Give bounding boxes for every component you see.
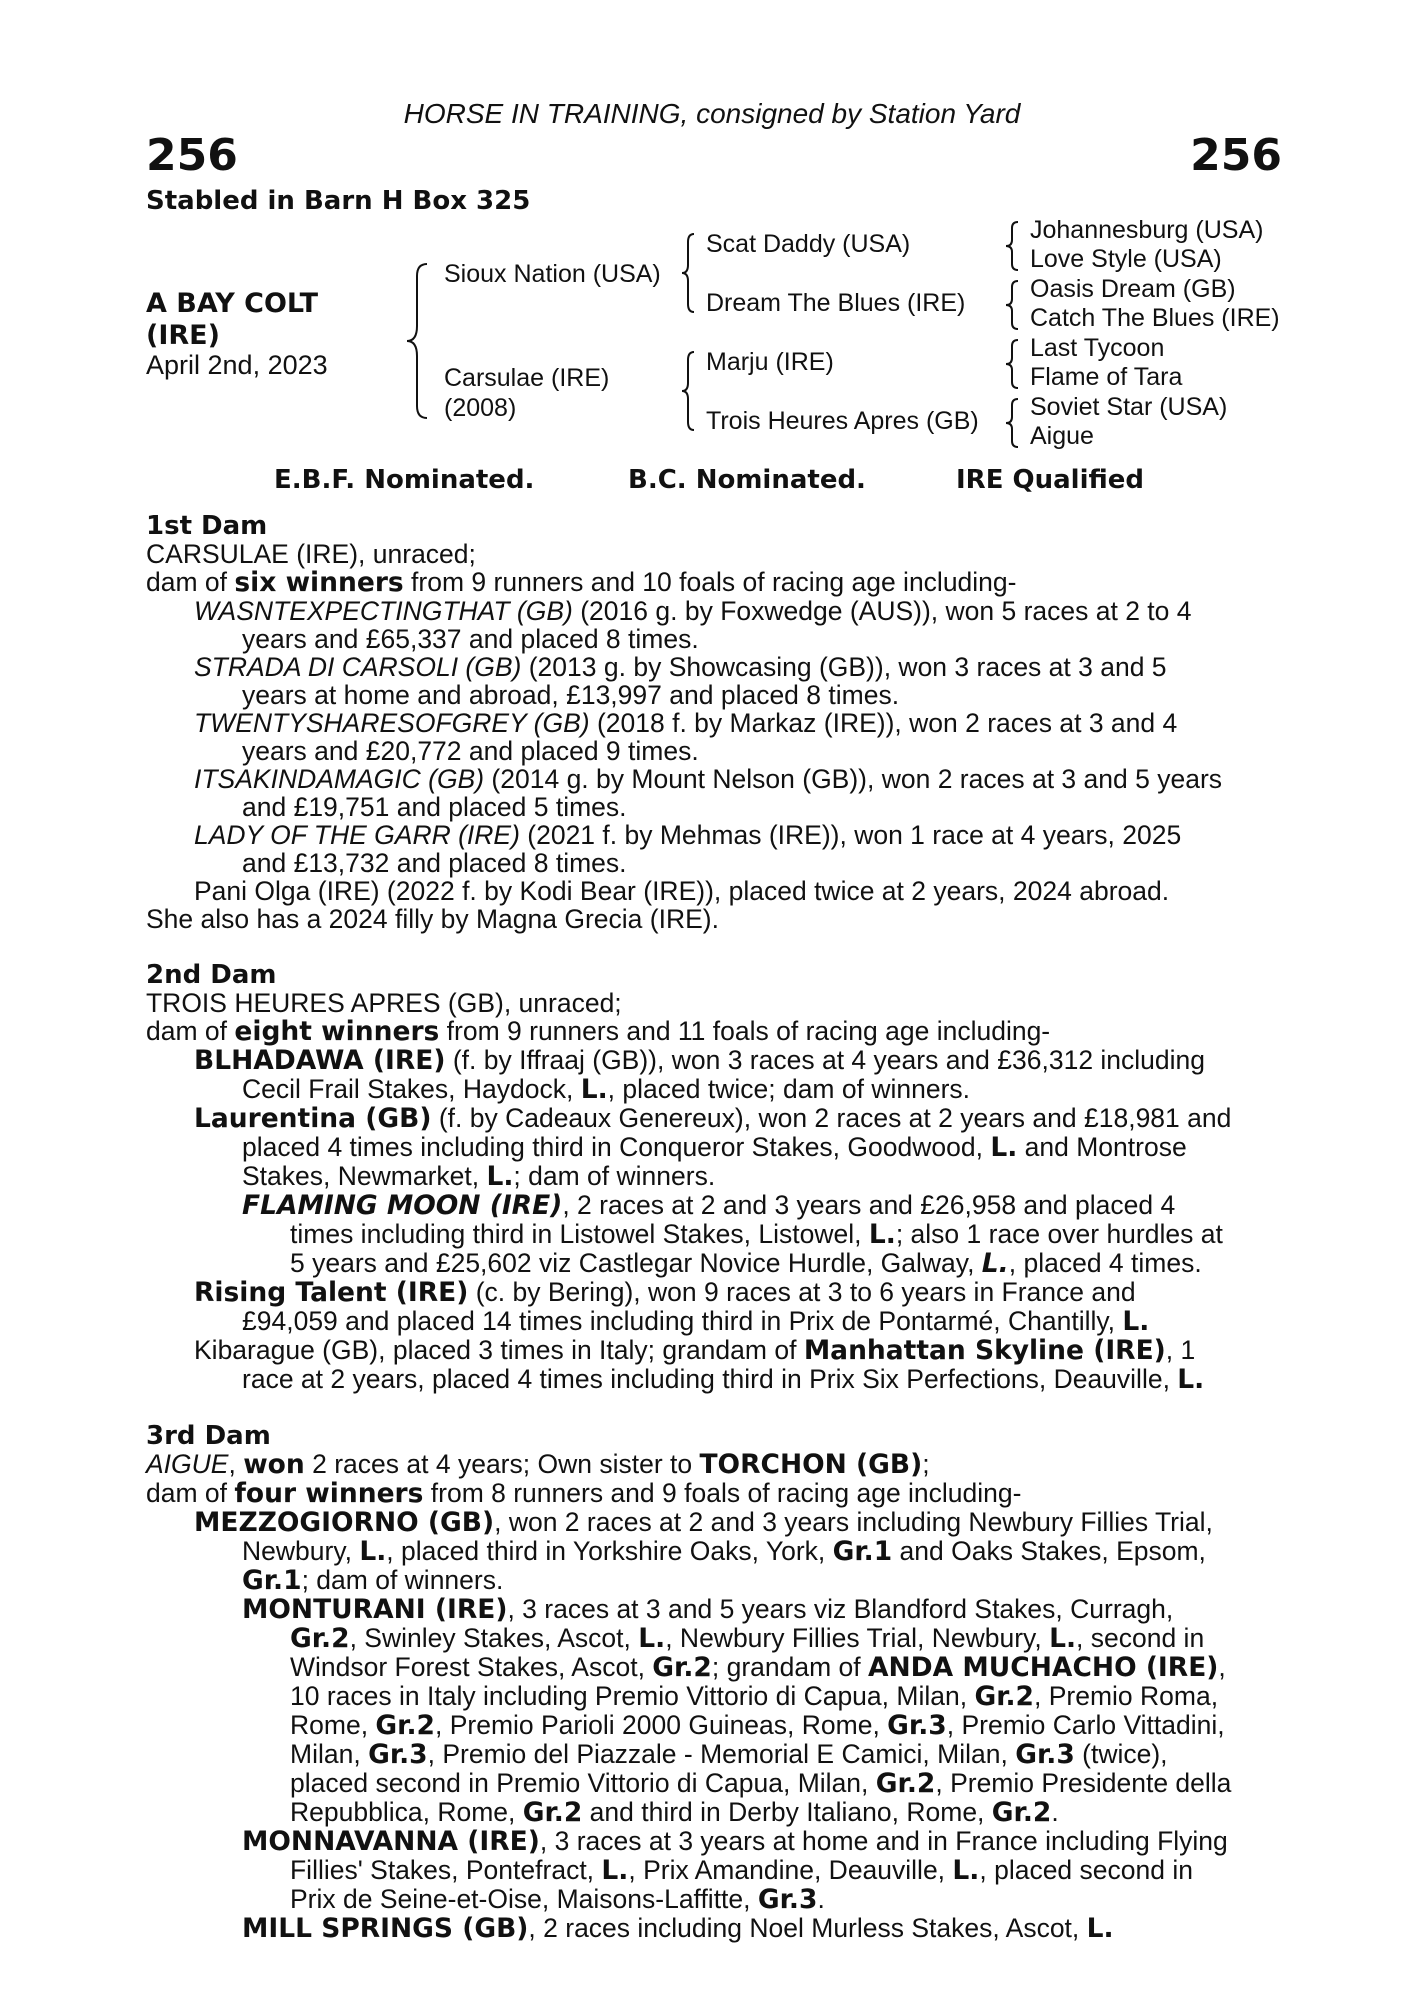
- second-dam-heading: 2nd Dam: [146, 960, 277, 990]
- produce-entry-cont: Gr.1; dam of winners.: [242, 1565, 504, 1596]
- third-dam-heading: 3rd Dam: [146, 1421, 271, 1451]
- second-dam-section: [146, 961, 1286, 1394]
- pedigree-dam-line2: (2008): [444, 394, 517, 422]
- pedigree-g2: Love Style (USA): [1030, 245, 1222, 273]
- second-dam-produce-summary: dam of eight winners from 9 runners and 11 foals of racing age including-: [146, 1016, 1051, 1047]
- produce-entry-cont: Newbury, L., placed third in Yorkshire Oaks, York, Gr.1 and Oaks Stakes, Epsom,: [242, 1536, 1206, 1567]
- produce-entry-cont: years at home and abroad, £13,997 and placed 8 times.: [242, 680, 900, 710]
- produce-sub-entry-cont: Gr.2, Swinley Stakes, Ascot, L., Newbury Fillies Trial, Newbury, L., second in: [290, 1623, 1205, 1654]
- produce-entry-cont: years and £20,772 and placed 9 times.: [242, 736, 699, 766]
- pedigree-brace-dam: [680, 350, 696, 432]
- foaling-date: April 2nd, 2023: [146, 350, 328, 380]
- lot-number-left: 256: [146, 130, 238, 181]
- produce-entry: Pani Olga (IRE) (2022 f. by Kodi Bear (IRE)), placed twice at 2 years, 2024 abroad.: [194, 876, 1170, 906]
- pedigree-dam-line1: Carsulae (IRE): [444, 364, 610, 392]
- produce-entry: STRADA DI CARSOLI (GB) (2013 g. by Showcasing (GB)), won 3 races at 3 and 5: [194, 652, 1167, 682]
- stabling-info: Stabled in Barn H Box 325: [146, 186, 531, 216]
- produce-sub-entry: MILL SPRINGS (GB), 2 races including Noel Murless Stakes, Ascot, L.: [242, 1913, 1114, 1944]
- produce-entry-cont: race at 2 years, placed 4 times including third in Prix Six Perfections, Deauville, L.: [242, 1364, 1205, 1395]
- first-dam-section: [146, 512, 1286, 933]
- first-dam-produce-summary: dam of six winners from 9 runners and 10 foals of racing age including-: [146, 567, 1017, 598]
- pedigree-brace-g78: [1004, 397, 1020, 449]
- produce-sub-entry: MONTURANI (IRE), 3 races at 3 and 5 years viz Blandford Stakes, Curragh,: [242, 1594, 1174, 1625]
- pedigree-g5: Last Tycoon: [1030, 334, 1165, 362]
- pedigree-brace-main: [405, 262, 429, 420]
- produce-entry: MEZZOGIORNO (GB), won 2 races at 2 and 3 years including Newbury Fillies Trial,: [194, 1507, 1213, 1538]
- pedigree-g4: Catch The Blues (IRE): [1030, 304, 1280, 332]
- third-dam-name: AIGUE, won 2 races at 4 years; Own sister to TORCHON (GB);: [146, 1449, 930, 1480]
- first-dam-heading: 1st Dam: [146, 511, 268, 541]
- produce-entry-cont: and £13,732 and placed 8 times.: [242, 848, 627, 878]
- second-dam-name: TROIS HEURES APRES (GB), unraced;: [146, 988, 622, 1018]
- consignment-header: HORSE IN TRAINING, consigned by Station Yard: [403, 98, 1021, 129]
- horse-description-line1: A BAY COLT: [146, 288, 319, 319]
- pedigree-brace-g56: [1004, 338, 1020, 390]
- pedigree-g1: Johannesburg (USA): [1030, 216, 1264, 244]
- produce-entry-cont: placed 4 times including third in Conqueror Stakes, Goodwood, L. and Montrose: [242, 1132, 1187, 1163]
- pedigree-sire-dam: Dream The Blues (IRE): [706, 289, 966, 317]
- produce-entry: ITSAKINDAMAGIC (GB) (2014 g. by Mount Nelson (GB)), won 2 races at 3 and 5 years: [194, 764, 1223, 794]
- ebf-nominated: E.B.F. Nominated.: [274, 465, 535, 495]
- pedigree-sire: Sioux Nation (USA): [444, 260, 661, 288]
- produce-entry: LADY OF THE GARR (IRE) (2021 f. by Mehmas (IRE)), won 1 race at 4 years, 2025: [194, 820, 1182, 850]
- produce-sub-entry-cont: Fillies' Stakes, Pontefract, L., Prix Amandine, Deauville, L., placed second in: [290, 1855, 1193, 1886]
- produce-sub-entry-cont: placed second in Premio Vittorio di Capua, Milan, Gr.2, Premio Presidente della: [290, 1768, 1232, 1799]
- produce-entry-cont: and £19,751 and placed 5 times.: [242, 792, 627, 822]
- produce-sub-entry-cont: 10 races in Italy including Premio Vittorio di Capua, Milan, Gr.2, Premio Roma,: [290, 1681, 1219, 1712]
- ire-qualified: IRE Qualified: [956, 465, 1145, 495]
- first-dam-name: CARSULAE (IRE), unraced;: [146, 539, 476, 569]
- lot-number-right: 256: [1190, 130, 1282, 181]
- third-dam-produce-summary: dam of four winners from 8 runners and 9 foals of racing age including-: [146, 1478, 1022, 1509]
- produce-entry: Kibaraguе (GB), placed 3 times in Italy; grandam of Manhattan Skyline (IRE), 1: [194, 1335, 1196, 1366]
- produce-sub-entry-cont: Windsor Forest Stakes, Ascot, Gr.2; grandam of ANDA MUCHACHO (IRE),: [290, 1652, 1226, 1683]
- produce-sub-entry-cont: Prix de Seine-et-Oise, Maisons-Laffitte, Gr.3.: [290, 1884, 825, 1915]
- bc-nominated: B.C. Nominated.: [628, 465, 866, 495]
- produce-sub-entry-cont: Repubblica, Rome, Gr.2 and third in Derby Italiano, Rome, Gr.2.: [290, 1797, 1059, 1828]
- produce-entry-cont: £94,059 and placed 14 times including third in Prix de Pontarmé, Chantilly, L.: [242, 1306, 1150, 1337]
- dam-sections: [146, 512, 1286, 1943]
- pedigree-g3: Oasis Dream (GB): [1030, 275, 1236, 303]
- produce-sub-entry-cont: Milan, Gr.3, Premio del Piazzale - Memorial E Camici, Milan, Gr.3 (twice),: [290, 1739, 1168, 1770]
- produce-sub-entry-cont: times including third in Listowel Stakes, Listowel, L.; also 1 race over hurdles at: [290, 1219, 1223, 1250]
- pedigree-g7: Soviet Star (USA): [1030, 393, 1228, 421]
- produce-entry-cont: Cecil Frail Stakes, Haydock, L., placed twice; dam of winners.: [242, 1074, 971, 1105]
- produce-sub-entry-cont: Rome, Gr.2, Premio Parioli 2000 Guineas, Rome, Gr.3, Premio Carlo Vittadini,: [290, 1710, 1225, 1741]
- produce-entry: TWENTYSHARESOFGREY (GB) (2018 f. by Markaz (IRE)), won 2 races at 3 and 4: [194, 708, 1178, 738]
- horse-description-line2: (IRE): [146, 320, 220, 351]
- produce-entry-cont: Stakes, Newmarket, L.; dam of winners.: [242, 1161, 716, 1192]
- produce-sub-entry: MONNAVANNA (IRE), 3 races at 3 years at home and in France including Flying: [242, 1826, 1228, 1857]
- pedigree-dam-dam: Trois Heures Apres (GB): [706, 407, 979, 435]
- pedigree-brace-g12: [1004, 220, 1020, 272]
- pedigree-sire-sire: Scat Daddy (USA): [706, 230, 911, 258]
- produce-note: She also has a 2024 filly by Magna Grecia (IRE).: [146, 904, 719, 934]
- produce-entry: WASNTEXPECTINGTHAT (GB) (2016 g. by Foxwedge (AUS)), won 5 races at 2 to 4: [194, 596, 1192, 626]
- pedigree-brace-sire: [680, 232, 696, 314]
- third-dam-section: [146, 1422, 1286, 1943]
- produce-entry-cont: years and £65,337 and placed 8 times.: [242, 624, 699, 654]
- pedigree-dam-sire: Marju (IRE): [706, 348, 834, 376]
- produce-entry: BLHADAWA (IRE) (f. by Iffraaj (GB)), won 3 races at 4 years and £36,312 including: [194, 1045, 1206, 1076]
- pedigree-g6: Flame of Tara: [1030, 363, 1183, 391]
- horse-description: [146, 288, 318, 352]
- produce-entry: Laurentina (GB) (f. by Cadeaux Genereux), won 2 races at 2 years and £18,981 and: [194, 1103, 1232, 1134]
- pedigree-g8: Aigue: [1030, 422, 1094, 450]
- produce-sub-entry: FLAMING MOON (IRE), 2 races at 2 and 3 years and £26,958 and placed 4: [242, 1190, 1176, 1221]
- produce-entry: Rising Talent (IRE) (c. by Bering), won 9 races at 3 to 6 years in France and: [194, 1277, 1136, 1308]
- pedigree-brace-g34: [1004, 279, 1020, 331]
- produce-sub-entry-cont: 5 years and £25,602 viz Castlegar Novice Hurdle, Galway, L., placed 4 times.: [290, 1248, 1202, 1279]
